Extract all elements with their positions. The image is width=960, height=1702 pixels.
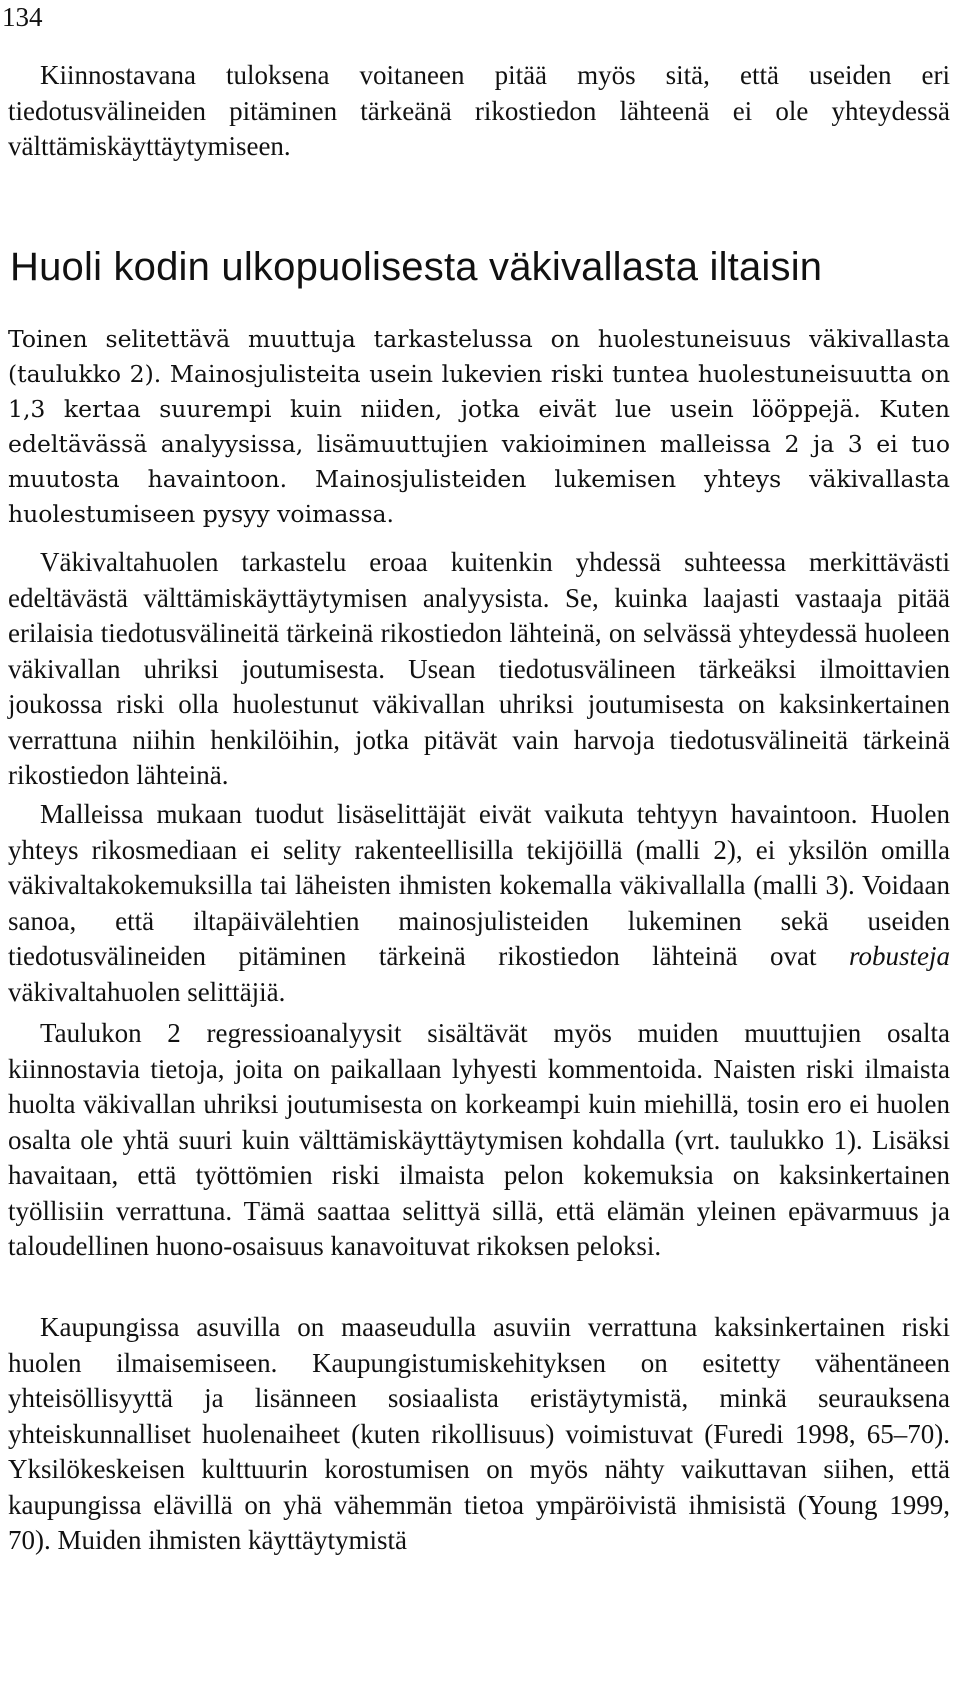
paragraph-worry-violence: Toinen selitettävä muuttuja tarkastelussa on huolestuneisuus väkivallasta (taulukko 2). Mainosjulisteita usein lukevien riski tuntea huolestuneisuutta on 1,3 kertaa suurempi kuin niiden, jotka eivät lue usein lööppejä. Kuten edeltävässä analyysissa, lisämuuttujien vakioiminen malleissa 2 ja 3 ei tuo muutosta havaintoon. Mainosjulisteiden lukemisen yhteys väkivallasta huolestumiseen pysyy voimassa.	[8, 325, 950, 528]
paragraph-text: Malleissa mukaan tuodut lisäselittäjät eivät vaikuta tehtyyn havaintoon. Huolen yhteys rikosmediaan ei selity rakenteellisilla tekijöillä (malli 2), ei yksilön omilla väkivaltakokemuksilla tai läheisten ihmisten kokemalla väkivallalla (malli 3). Voidaan sanoa, että iltapäivälehtien mainosjulisteiden lukeminen sekä useiden tiedotusvälineiden pitäminen tärkeinä rikostiedon lähteinä ovat	[8, 799, 950, 971]
paragraph-text: väkivaltahuolen selittäjiä.	[8, 976, 286, 1007]
page-number: 134	[2, 2, 43, 32]
section-heading: Huoli kodin ulkopuolisesta väkivallasta iltaisin	[10, 245, 823, 289]
paragraph-media-sources: Kiinnostavana tuloksena voitaneen pitää myös sitä, että useiden eri tiedotusvälineiden pitäminen tärkeänä rikostiedon lähteenä ei ole yhteydessä välttämiskäyttäytymiseen.	[8, 60, 950, 161]
paragraph-regression-results: Taulukon 2 regressioanalyysit sisältävät myös muiden muuttujien osalta kiinnostavia tietoja, joita on paikallaan lyhyesti kommentoida. Naisten riski ilmaista huolta väkivallan uhriksi joutumisesta on korkeampi kuin miehillä, tosin ero ei huolen osalta ole yhtä suuri kuin välttämiskäyttäytymisen kohdalla (vrt. taulukko 1). Lisäksi havaitaan, että työttömien riski ilmaista pelon kokemuksia on kaksinkertainen työllisiin verrattuna. Tämä saattaa selittyä sillä, että elämän yleinen epävarmuus ja taloudellinen huono-osaisuus kanavoituvat rikoksen peloksi.	[8, 1018, 950, 1261]
paragraph-additional-predictors	[8, 797, 950, 1010]
emphasized-word: robusteja	[849, 941, 950, 971]
paragraph-worry-analysis: Väkivaltahuolen tarkastelu eroaa kuitenkin yhdessä suhteessa merkittävästi edeltävästä välttämiskäyttäytymisen analyysista. Se, kuinka laajasti vastaaja pitää erilaisia tiedotusvälineitä tärkeinä rikostiedon lähteinä, on selvässä yhteydessä huoleen väkivallan uhriksi joutumisesta. Usean tiedotusvälineen tärkeäksi ilmoittavien joukossa riski olla huolestunut väkivallan uhriksi joutumisesta on kaksinkertainen verrattuna niihin henkilöihin, jotka pitävät vain harvoja tiedotusvälineitä tärkeinä rikostiedon lähteinä.	[8, 547, 950, 790]
paragraph-urban-residents: Kaupungissa asuvilla on maaseudulla asuviin verrattuna kaksinkertainen riski huolen ilmaisemiseen. Kaupungistumiskehityksen on esitetty vähentäneen yhteisöllisyyttä ja lisänneen sosiaalista eristäytymistä, minkä seurauksena yhteiskunnalliset huolenaiheet (kuten rikollisuus) voimistuvat (Furedi 1998, 65–70). Yksilökeskeisen kulttuurin korostumisen on myös nähty vaikuttavan siihen, että kaupungissa elävillä on yhä vähemmän tietoa ympäröivistä ihmisistä (Young 1999, 70). Muiden ihmisten käyttäytymistä	[8, 1312, 950, 1555]
